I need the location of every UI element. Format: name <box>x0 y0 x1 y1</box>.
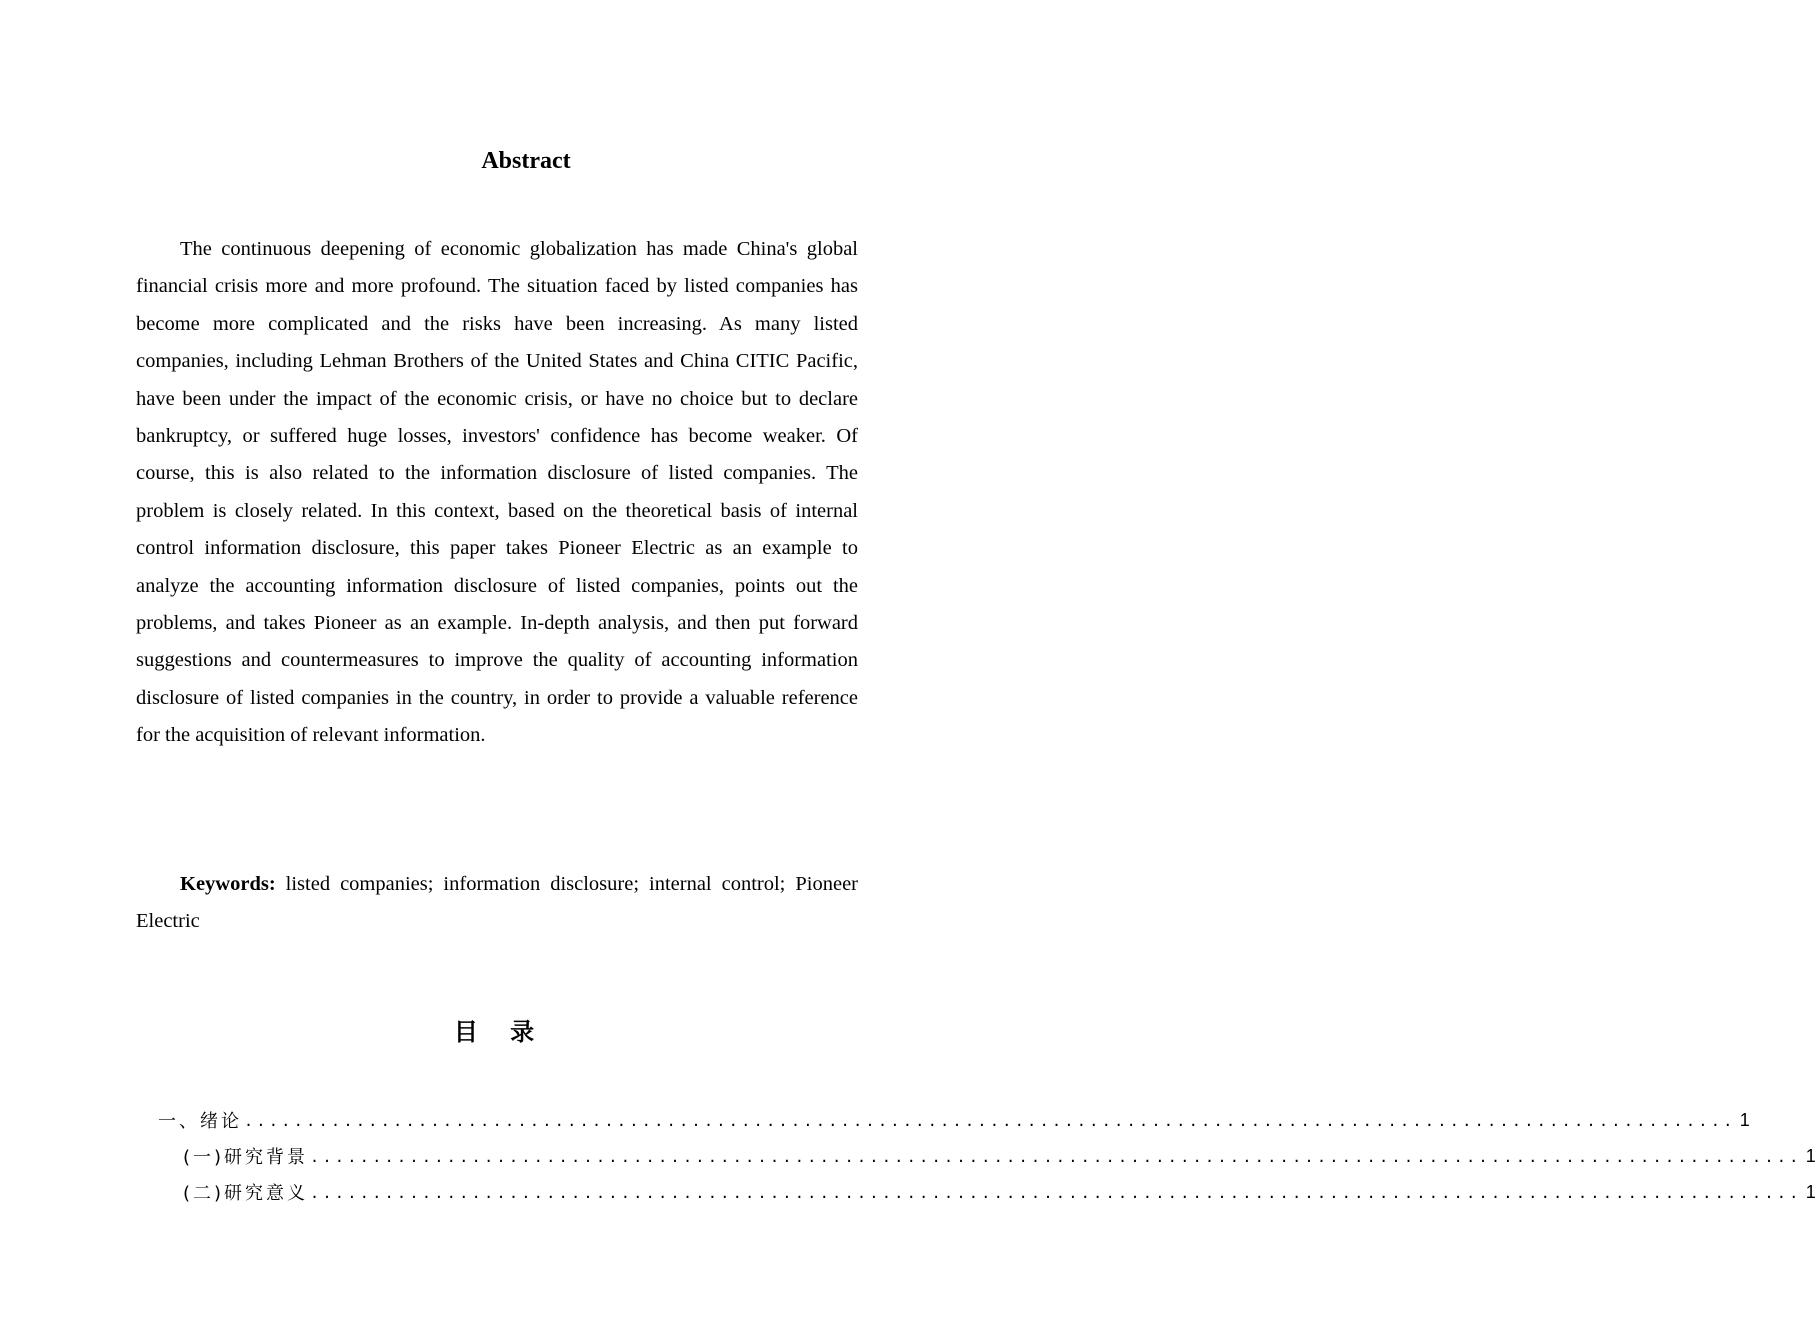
toc-entry-page: 1 <box>1805 1145 1816 1166</box>
toc-leader-dots: ........................................................................................................................ <box>310 1148 1802 1166</box>
toc-entry-label: (一)研究背景 <box>183 1147 309 1168</box>
keywords-label: Keywords: <box>180 873 276 895</box>
toc-entry-research-background[interactable] <box>0 1138 1816 1174</box>
toc-title: 目 录 <box>453 1018 547 1046</box>
abstract-title: Abstract <box>481 148 571 174</box>
toc-leader-dots: ........................................................................................................................ <box>244 1112 1736 1130</box>
toc-entry-research-significance[interactable] <box>0 1174 1816 1210</box>
toc-entry-page: 1 <box>1739 1109 1750 1130</box>
keywords-paragraph <box>136 866 858 941</box>
toc-entry-introduction[interactable] <box>0 1102 1750 1138</box>
toc-entry-label: 一、绪论 <box>158 1111 242 1132</box>
toc-entry-page: 1 <box>1805 1181 1816 1202</box>
keywords-text: listed companies; information disclosure; internal control; Pioneer Electric <box>136 873 858 933</box>
toc-leader-dots: ........................................................................................................................ <box>310 1184 1802 1202</box>
table-of-contents <box>0 1102 1816 1210</box>
toc-entry-label: (二)研究意义 <box>183 1183 309 1204</box>
abstract-body: The continuous deepening of economic globalization has made China's global financial crisis more and more profound. The situation faced by listed companies has become more complicated and the risks have been increasing. As many listed companies, including Lehman Brothers of the United States and China CITIC Pacific, have been under the impact of the economic crisis, or have no choice but to declare bankruptcy, or suffered huge losses, investors' confidence has become weaker. Of course, this is also related to the information disclosure of listed companies. The problem is closely related. In this context, based on the theoretical basis of internal control information disclosure, this paper takes Pioneer Electric as an example to analyze the accounting information disclosure of listed companies, points out the problems, and takes Pioneer as an example. In-depth analysis, and then put forward suggestions and countermeasures to improve the quality of accounting information disclosure of listed companies in the country, in order to provide a valuable reference for the acquisition of relevant information. <box>136 238 858 747</box>
